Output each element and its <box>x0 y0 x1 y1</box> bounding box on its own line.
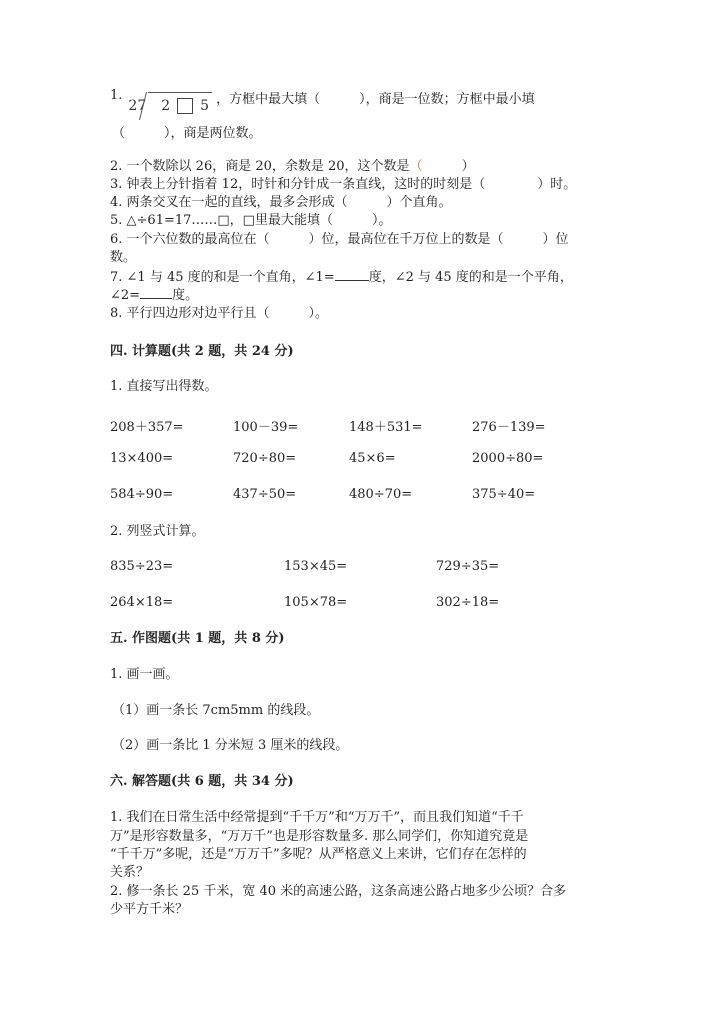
vertical-calc-item: 302÷18= <box>436 595 500 610</box>
calc-item: 148＋531= <box>349 420 423 435</box>
question-7-text-c: ∠2= <box>110 288 141 303</box>
question-3: 3. 钟表上分针指着 12，时针和分针成一条直线，这时的时刻是（ ）时。 <box>110 177 577 192</box>
vertical-calc-item: 153×45= <box>284 559 348 574</box>
section-6-q2-line2: 少平方千米？ <box>110 902 189 917</box>
calc-item: 480÷70= <box>349 487 413 502</box>
answer-blank[interactable] <box>140 286 172 299</box>
question-7-line1 <box>110 268 573 286</box>
calc-item: 437÷50= <box>233 487 297 502</box>
long-division-figure <box>128 86 212 116</box>
section-4-q1-title: 1. 直接写出得数。 <box>110 379 218 394</box>
section-4-q2-title: 2. 列竖式计算。 <box>110 524 205 539</box>
question-7-line2 <box>110 286 198 304</box>
question-7-text-a: 7. ∠1 与 45 度的和是一个直角，∠1= <box>110 270 335 285</box>
calc-item: 2000÷80= <box>472 451 544 466</box>
section-6-q1-line2: 万”是形容数量多，“万万千”也是形容数量多. 那么同学们，你知道究竟是 <box>110 829 529 844</box>
answer-paren-close: ） <box>422 159 475 174</box>
vertical-calc-item: 835÷23= <box>110 559 174 574</box>
section-6-q2-line1: 2. 修一条长 25 千米，宽 40 米的高速公路，这条高速公路占地多少公顷？合多 <box>110 884 567 899</box>
vertical-calc-item: 264×18= <box>110 595 174 610</box>
section-5-sub1: （1）画一条长 7cm5mm 的线段。 <box>112 703 320 718</box>
section-6-heading: 六. 解答题(共 6 题，共 34 分) <box>110 774 294 789</box>
vertical-calc-item: 105×78= <box>284 595 348 610</box>
calc-item: 375÷40= <box>472 487 536 502</box>
calc-item: 584÷90= <box>110 487 174 502</box>
answer-paren-open: （ <box>409 159 423 174</box>
divisor: 27 <box>128 98 147 114</box>
question-1 <box>110 86 535 116</box>
dividend-digit-last: 5 <box>200 98 210 114</box>
dividend-digit-first: 2 <box>161 98 171 114</box>
question-2 <box>110 158 475 175</box>
question-7-text-d: 度。 <box>172 288 199 303</box>
question-number: 1. <box>110 88 123 103</box>
section-5-sub2: （2）画一条比 1 分米短 3 厘米的线段。 <box>112 738 349 753</box>
answer-blank[interactable] <box>335 268 369 281</box>
calc-item: 45×6= <box>349 451 396 466</box>
calc-item: 208＋357= <box>110 420 184 435</box>
vertical-calc-item: 729÷35= <box>436 559 500 574</box>
question-2-text: 2. 一个数除以 26，商是 20，余数是 20，这个数是 <box>110 159 410 174</box>
division-bracket <box>148 92 212 116</box>
question-6-line2: 数。 <box>110 250 137 265</box>
section-4-heading: 四. 计算题(共 2 题，共 24 分) <box>110 344 294 359</box>
blank-box[interactable] <box>177 98 193 114</box>
question-1-continued: （ ），商是两位数。 <box>112 126 262 141</box>
question-6-line1: 6. 一个六位数的最高位在（ ）位，最高位在千万位上的数是（ ）位 <box>110 232 569 247</box>
question-1-text: ，方框中最大填（ ），商是一位数；方框中最小填 <box>216 92 535 107</box>
section-6-q1-line3: “千千万”多呢，还是“万万千”多呢？从严格意义上来讲，它们存在怎样的 <box>110 847 527 862</box>
calc-item: 100－39= <box>233 420 299 435</box>
section-6-q1-line1: 1. 我们在日常生活中经常提到“千千万”和“万万千”，而且我们知道“千千 <box>110 810 524 825</box>
question-7-text-b: 度，∠2 与 45 度的和是一个平角， <box>368 270 573 285</box>
section-6-q1-line4: 关系？ <box>110 865 150 880</box>
section-5-q1-title: 1. 画一画。 <box>110 667 179 682</box>
section-5-heading: 五. 作图题(共 1 题，共 8 分) <box>110 631 285 646</box>
calc-item: 720÷80= <box>233 451 297 466</box>
calc-item: 13×400= <box>110 451 174 466</box>
calc-item: 276－139= <box>472 420 546 435</box>
question-5: 5. △÷61=17……□，□里最大能填（ ）。 <box>110 213 392 228</box>
question-4: 4. 两条交叉在一起的直线，最多会形成（ ）个直角。 <box>110 195 452 210</box>
question-8: 8. 平行四边形对边平行且（ ）。 <box>110 306 329 321</box>
